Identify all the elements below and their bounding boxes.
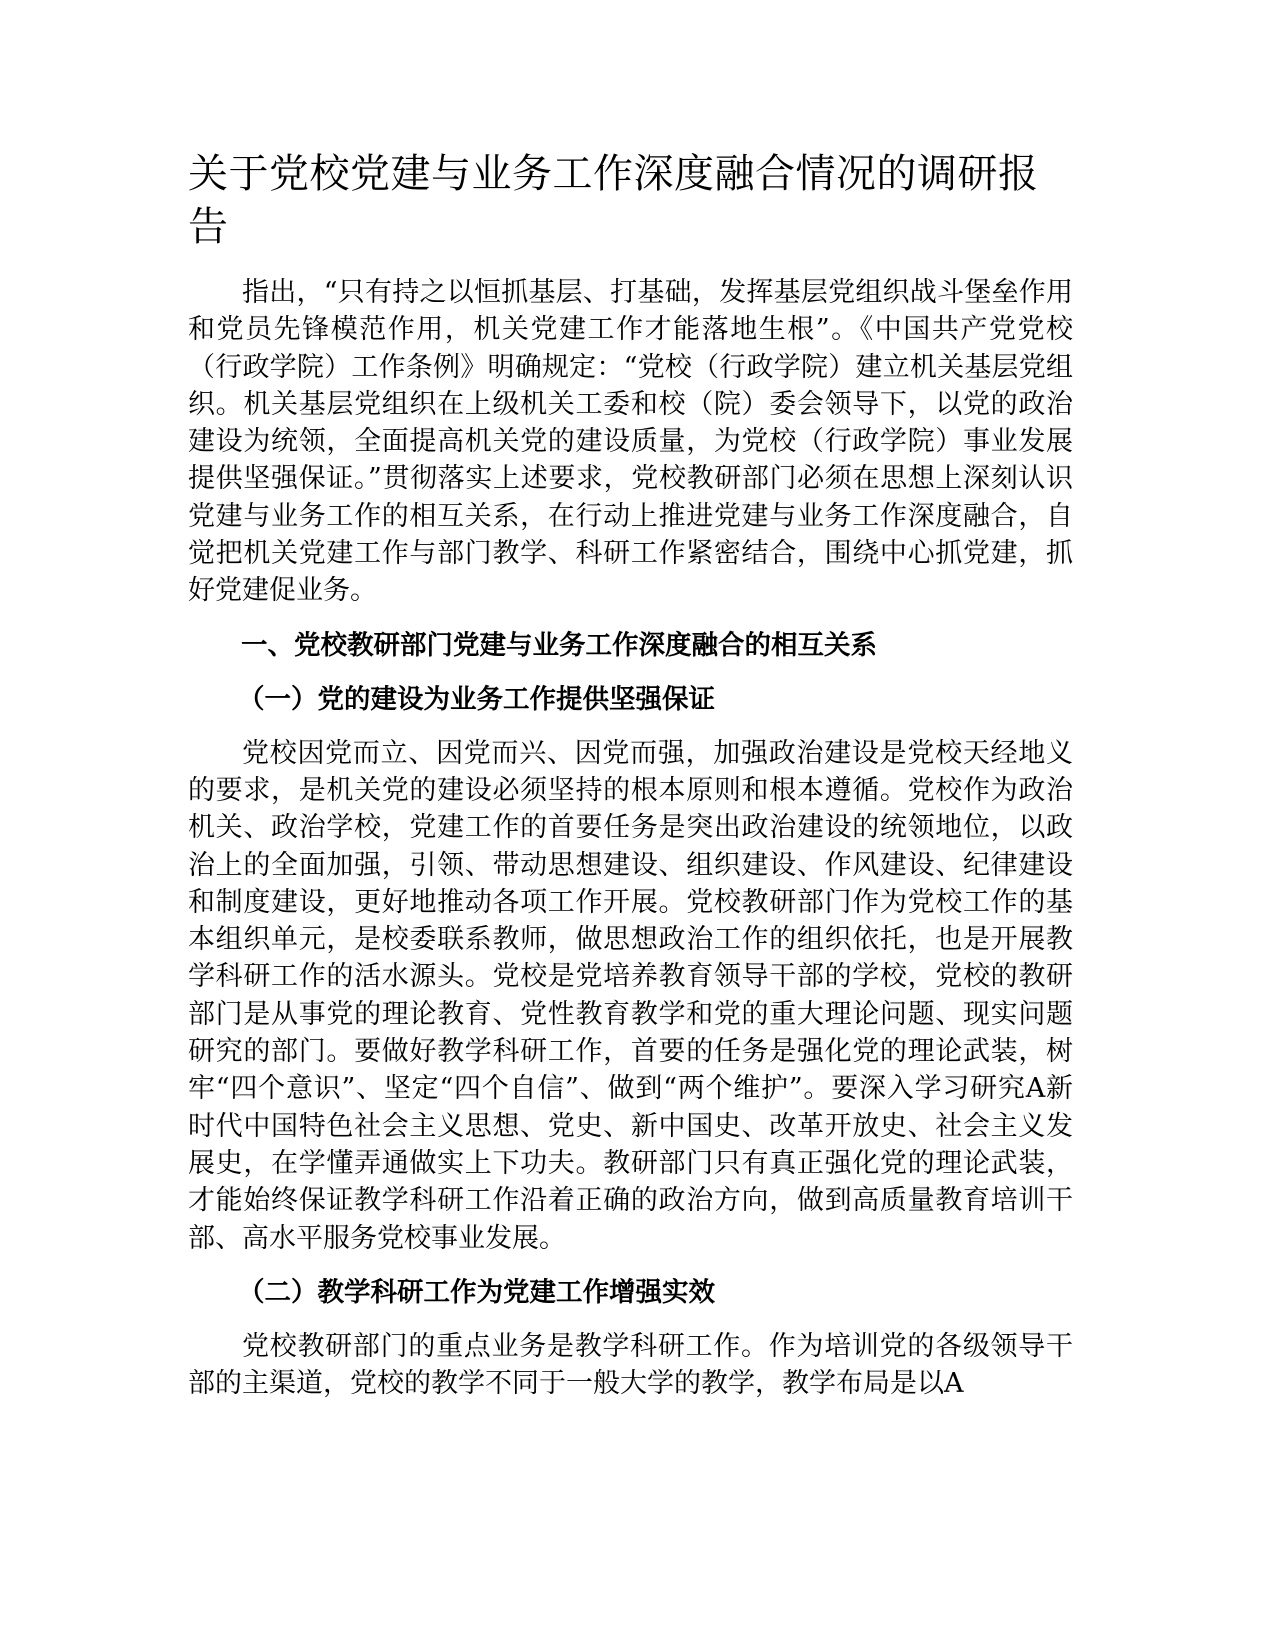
intro-paragraph: 指出，“只有持之以恒抓基层、打基础，发挥基层党组织战斗堡垒作用和党员先锋模范作用，机关党建工作才能落地生根”。《中国共产党党校（行政学院）工作条例》明确规定：“党校（行政学院）建立机关基层党组织。机关基层党组织在上级机关工委和校（院）委会领导下，以党的政治建设为统领，全面提高机关党的建设质量，为党校（行政学院）事业发展提供坚强保证。”贯彻落实上述要求，党校教研部门必须在思想上深刻认识党建与业务工作的相互关系，在行动上推进党建与业务工作深度融合，自觉把机关党建工作与部门教学、科研工作紧密结合，围绕中心抓党建，抓好党建促业务。 bbox=[188, 277, 1073, 607]
subsection-2-heading: （二）教学科研工作为党建工作增强实效 bbox=[238, 1276, 715, 1308]
subsection-2-paragraph: 党校教研部门的重点业务是教学科研工作。作为培训党的各级领导干部的主渠道，党校的教学不同于一般大学的教学，教学布局是以A bbox=[188, 1330, 1073, 1400]
subsection-1-paragraph: 党校因党而立、因党而兴、因党而强，加强政治建设是党校天经地义的要求，是机关党的建设必须坚持的根本原则和根本遵循。党校作为政治机关、政治学校，党建工作的首要任务是突出政治建设的统领地位，以政治上的全面加强，引领、带动思想建设、组织建设、作风建设、纪律建设和制度建设，更好地推动各项工作开展。党校教研部门作为党校工作的基本组织单元，是校委联系教师，做思想政治工作的组织依托，也是开展教学科研工作的活水源头。党校是党培养教育领导干部的学校，党校的教研部门是从事党的理论教育、党性教育教学和党的重大理论问题、现实问题研究的部门。要做好教学科研工作，首要的任务是强化党的理论武装，树牢“四个意识”、坚定“四个自信”、做到“两个维护”。要深入学习研究A新时代中国特色社会主义思想、党史、新中国史、改革开放史、社会主义发展史，在学懂弄通做实上下功夫。教研部门只有真正强化党的理论武装，才能始终保证教学科研工作沿着正确的政治方向，做到高质量教育培训干部、高水平服务党校事业发展。 bbox=[188, 737, 1073, 1254]
document-title: 关于党校党建与业务工作深度融合情况的调研报告 bbox=[188, 151, 1039, 250]
section-1-heading: 一、党校教研部门党建与业务工作深度融合的相互关系 bbox=[241, 629, 877, 661]
document-body bbox=[188, 148, 1073, 1402]
subsection-1-heading: （一）党的建设为业务工作提供坚强保证 bbox=[238, 683, 715, 715]
